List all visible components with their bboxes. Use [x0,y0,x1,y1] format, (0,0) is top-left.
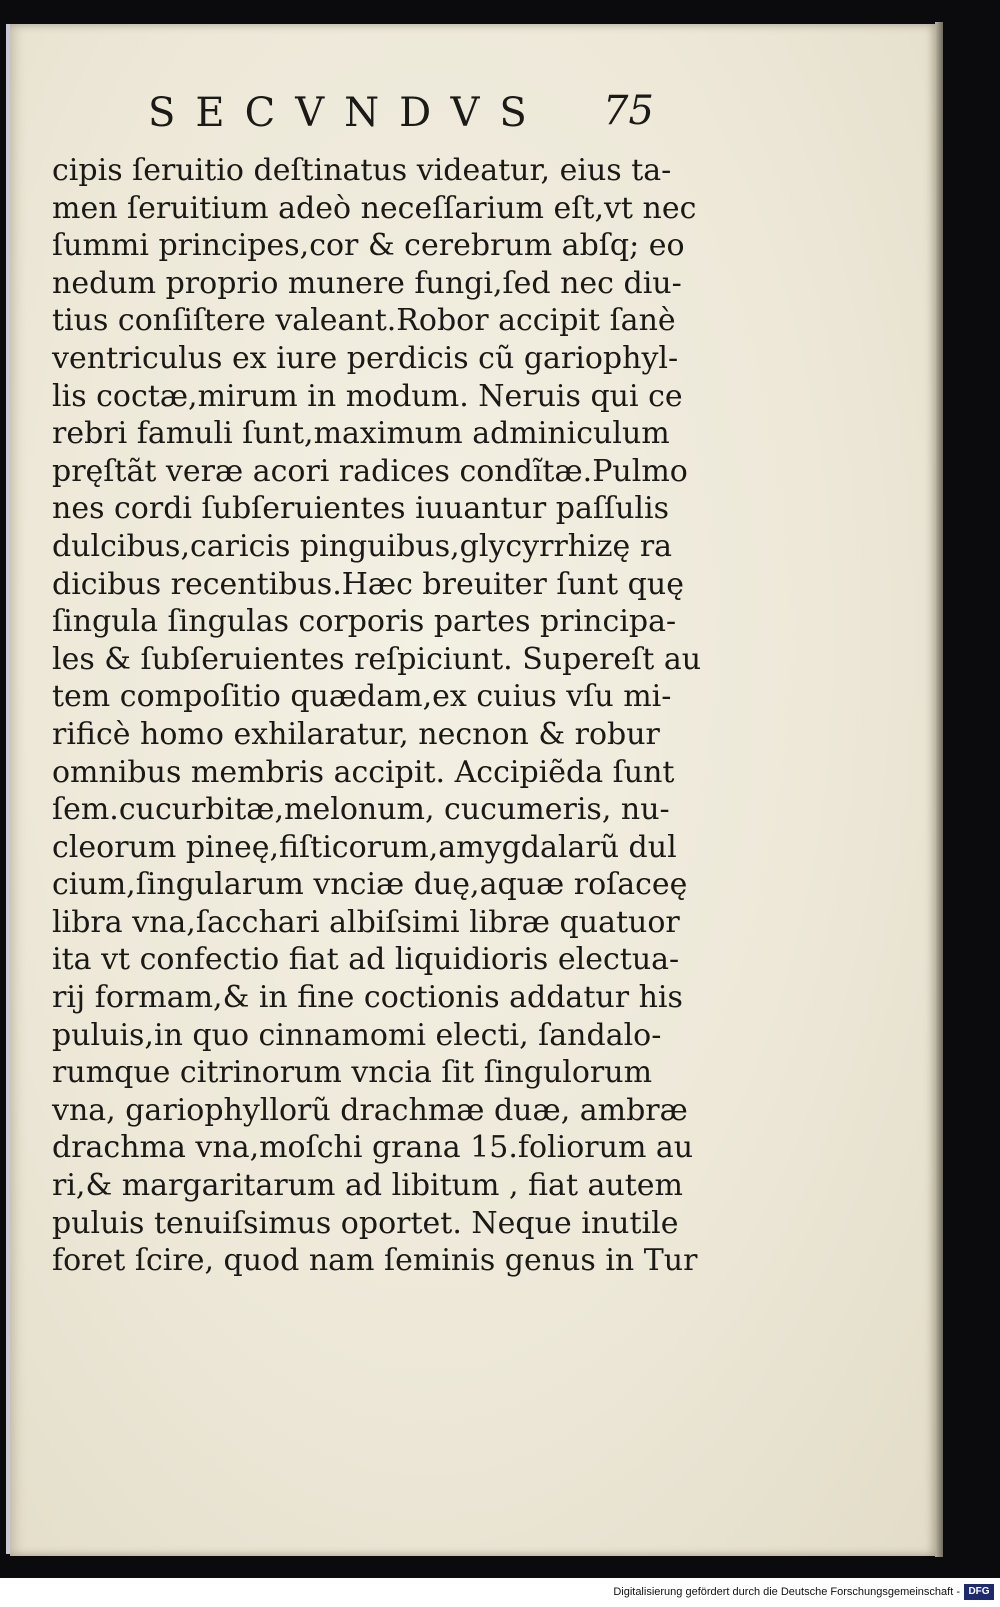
text-line: tem compoſitio quædam,ex cuius vſu mi- [52,679,672,715]
text-line: rificè homo exhilaratur, necnon & robur [52,716,660,752]
running-head [138,90,658,150]
running-title: SECVNDVS [148,90,547,136]
text-line: rij formam,& in fine coctionis addatur his [52,980,683,1016]
text-line: libra vna,ſacchari albiſsimi libræ quatuor [52,904,680,940]
text-line: pręſtãt veræ acori radices condĩtæ.Pulmo [52,453,688,489]
text-line: dicibus recentibus.Hæc breuiter ſunt quę [52,566,684,602]
text-line: rumque citrinorum vncia ſit ſingulorum [52,1055,653,1091]
text-line: ri,& margaritarum ad libitum , fiat autem [52,1168,683,1204]
text-line: lis coctæ,mirum in modum. Neruis qui ce [52,378,683,414]
text-line: les & ſubſeruientes reſpiciunt. Supereſt au [52,641,702,677]
text-line: ſem.cucurbitæ,melonum, cucumeris, nu- [52,792,670,828]
digitization-credit: Digitalisierung gefördert durch die Deutsche Forschungsgemeinschaft - [613,1586,960,1598]
dfg-logo: DFG [964,1584,994,1600]
text-line: cipis ſeruitio deſtinatus videatur, eius ta- [52,153,672,188]
book-page [10,24,936,1556]
text-line: ita vt confectio fiat ad liquidioris electua- [52,942,680,978]
page-right-edge [935,22,943,1557]
text-line: ventriculus ex iure perdicis cũ gariophyl- [52,340,679,376]
text-line: puluis,in quo cinnamomi electi, ſandalo- [52,1017,662,1053]
body-text [52,152,702,1280]
text-line: cium,ſingularum vnciæ duę,aquæ roſaceę [52,867,688,903]
text-line: nes cordi ſubſeruientes iuuantur paſſulis [52,491,670,527]
text-line: ſummi principes,cor & cerebrum abſq; eo [52,228,685,264]
text-line: tius conſiſtere valeant.Robor accipit ſanè [52,303,676,339]
text-line: ſingula ſingulas corporis partes principa- [52,604,677,640]
text-line: puluis tenuiſsimus oportet. Neque inutile [52,1205,679,1241]
text-line: cleorum pineę,fiſticorum,amygdalarũ dul [52,829,677,865]
page-number: 75 [603,88,654,134]
text-line: nedum proprio munere fungi,ſed nec diu- [52,265,682,301]
text-line: drachma vna,moſchi grana 15.foliorum au [52,1130,694,1166]
text-line: vna, gariophyllorũ drachmæ duæ, ambræ [52,1092,688,1128]
text-line: foret ſcire, quod nam ſeminis genus in Tur [52,1243,698,1279]
footer-strip [0,1578,1000,1607]
text-line: omnibus membris accipit. Accipiẽda ſunt [52,754,675,790]
text-line: dulcibus,caricis pinguibus,glycyrrhizę ra [52,528,673,564]
text-line: men ſeruitium adeò neceſſarium eſt,vt nec [52,190,697,226]
text-line: rebri famuli ſunt,maximum adminiculum [52,416,670,452]
